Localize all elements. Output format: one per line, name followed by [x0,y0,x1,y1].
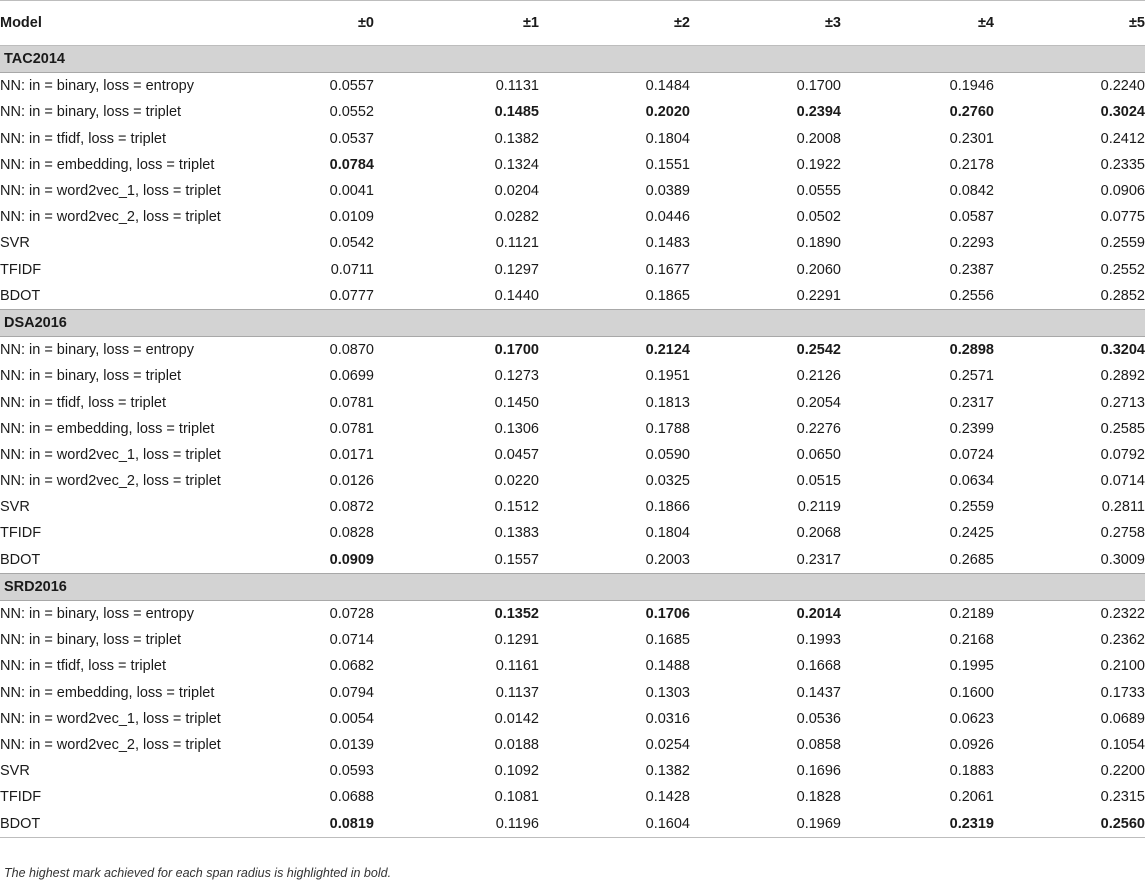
score-cell-radius-5: 0.2240 [1100,78,1145,95]
score-cell-radius-1: 0.1306 [494,420,539,437]
score-cell-radius-3: 0.2394 [796,104,841,121]
model-name-cell: NN: in = tfidf, loss = triplet [0,658,167,675]
score-cell-radius-5: 0.2811 [1101,499,1145,516]
table-row [0,600,1145,627]
score-cell-radius-5: 0.2758 [1100,525,1145,542]
table-row [0,520,1145,546]
score-cell-radius-4: 0.0623 [949,710,994,727]
score-cell-radius-4: 0.2319 [841,810,994,837]
table-row [0,204,1145,230]
score-cell-radius-2: 0.1382 [645,763,690,780]
model-name-cell: BDOT [0,287,41,304]
score-cell-radius-0: 0.0781 [329,394,374,411]
score-cell-radius-4: 0.2685 [949,551,994,568]
model-name-cell: NN: in = tfidf, loss = triplet [0,130,167,147]
score-cell-radius-2: 0.1604 [539,810,690,837]
model-name-cell: TFIDF [0,525,42,542]
score-cell-radius-0: 0.0126 [329,473,374,490]
score-cell-radius-5: 0.2335 [1100,156,1145,173]
score-cell-radius-0: 0.0139 [329,736,374,753]
table-body [0,46,1145,838]
score-cell-radius-3: 0.2008 [796,130,841,147]
score-cell-radius-1: 0.0282 [494,209,539,226]
score-cell-radius-0: 0.0682 [329,658,374,675]
score-cell-radius-1: 0.1196 [374,810,539,837]
score-cell-radius-3: 0.2119 [797,499,841,516]
table-header-row [0,1,1145,46]
table-row [0,784,1145,810]
score-cell-radius-5: 0.2552 [1100,261,1145,278]
model-name-cell: NN: in = binary, loss = entropy [0,606,194,623]
score-cell-radius-3: 0.2060 [796,261,841,278]
score-cell-radius-5: 0.0689 [1100,710,1145,727]
score-cell-radius-2: 0.1484 [645,78,690,95]
table-row [0,99,1145,125]
score-cell-radius-4: 0.2898 [949,342,994,359]
score-cell-radius-4: 0.2061 [949,789,994,806]
score-cell-radius-4: 0.1995 [949,658,994,675]
score-cell-radius-0: 0.0714 [329,632,374,649]
score-cell-radius-4: 0.2178 [949,156,994,173]
score-cell-radius-4: 0.2571 [949,368,994,385]
score-cell-radius-4: 0.2425 [949,525,994,542]
section-header-dsa2016 [0,309,1145,336]
score-cell-radius-1: 0.1485 [494,104,539,121]
model-name-cell: NN: in = binary, loss = triplet [0,104,182,121]
model-name-cell: BDOT [0,810,250,837]
score-cell-radius-4: 0.1600 [949,684,994,701]
score-cell-radius-4: 0.1946 [949,78,994,95]
model-name-cell: BDOT [0,551,41,568]
score-cell-radius-3: 0.1828 [796,789,841,806]
score-cell-radius-5: 0.0714 [1100,473,1145,490]
score-cell-radius-0: 0.0688 [329,789,374,806]
score-cell-radius-2: 0.0325 [645,473,690,490]
score-cell-radius-0: 0.0828 [329,525,374,542]
model-name-cell: NN: in = embedding, loss = triplet [0,420,215,437]
score-cell-radius-1: 0.1131 [495,78,539,95]
score-cell-radius-5: 0.1733 [1100,684,1145,701]
header-radius-0: ±0 [250,1,374,46]
score-cell-radius-4: 0.2399 [949,420,994,437]
model-name-cell: NN: in = word2vec_2, loss = triplet [0,736,221,753]
score-cell-radius-3: 0.0555 [796,183,841,200]
score-cell-radius-2: 0.1677 [645,261,690,278]
score-cell-radius-2: 0.0590 [645,446,690,463]
score-cell-radius-5: 0.1054 [1100,736,1145,753]
table-row [0,653,1145,679]
model-name-cell: NN: in = word2vec_1, loss = triplet [0,710,221,727]
score-cell-radius-3: 0.0502 [796,209,841,226]
table-row [0,283,1145,310]
score-cell-radius-1: 0.0457 [494,446,539,463]
model-name-cell: NN: in = binary, loss = entropy [0,342,194,359]
model-name-cell: NN: in = binary, loss = triplet [0,632,182,649]
score-cell-radius-3: 0.1700 [796,78,841,95]
score-cell-radius-3: 0.1922 [796,156,841,173]
score-cell-radius-5: 0.2412 [1100,130,1145,147]
score-cell-radius-1: 0.1324 [494,156,539,173]
score-cell-radius-0: 0.0781 [329,420,374,437]
score-cell-radius-0: 0.0909 [329,551,374,568]
score-cell-radius-4: 0.2301 [949,130,994,147]
score-cell-radius-2: 0.2124 [645,342,690,359]
score-cell-radius-3: 0.1437 [796,684,841,701]
score-cell-radius-2: 0.1813 [645,394,690,411]
model-name-cell: NN: in = binary, loss = entropy [0,78,194,95]
score-cell-radius-2: 0.1804 [645,130,690,147]
score-cell-radius-5: 0.3009 [1100,551,1145,568]
score-cell-radius-1: 0.1092 [494,763,539,780]
score-cell-radius-3: 0.1696 [796,763,841,780]
score-cell-radius-1: 0.1450 [494,394,539,411]
score-cell-radius-0: 0.0794 [329,684,374,701]
table-row [0,363,1145,389]
score-cell-radius-0: 0.0109 [329,209,374,226]
score-cell-radius-5: 0.2560 [994,810,1145,837]
score-cell-radius-3: 0.1969 [690,810,841,837]
score-cell-radius-0: 0.0557 [329,78,374,95]
score-cell-radius-0: 0.0699 [329,368,374,385]
score-cell-radius-2: 0.0254 [645,736,690,753]
table-row [0,230,1145,256]
score-cell-radius-4: 0.2559 [949,499,994,516]
score-cell-radius-3: 0.2276 [796,420,841,437]
score-cell-radius-1: 0.1440 [494,287,539,304]
score-cell-radius-1: 0.1557 [494,551,539,568]
score-cell-radius-5: 0.2100 [1100,658,1145,675]
score-cell-radius-2: 0.1303 [645,684,690,701]
score-cell-radius-0: 0.0537 [329,130,374,147]
section-title: TAC2014 [0,46,1145,73]
score-cell-radius-0: 0.0777 [329,287,374,304]
model-name-cell: NN: in = binary, loss = triplet [0,368,182,385]
score-cell-radius-3: 0.2054 [796,394,841,411]
score-cell-radius-3: 0.2126 [796,368,841,385]
score-cell-radius-3: 0.2014 [796,606,841,623]
score-cell-radius-1: 0.0220 [494,473,539,490]
score-cell-radius-4: 0.0724 [949,446,994,463]
score-cell-radius-2: 0.1866 [645,499,690,516]
score-cell-radius-2: 0.1488 [645,658,690,675]
score-cell-radius-4: 0.2760 [949,104,994,121]
model-name-cell: SVR [0,763,30,780]
score-cell-radius-1: 0.1273 [494,368,539,385]
table-row [0,627,1145,653]
table-row [0,442,1145,468]
score-cell-radius-3: 0.2317 [796,551,841,568]
score-cell-radius-4: 0.0926 [949,736,994,753]
model-name-cell: NN: in = word2vec_1, loss = triplet [0,183,221,200]
model-name-cell: NN: in = embedding, loss = triplet [0,684,215,701]
table-row [0,152,1145,178]
header-radius-5: ±5 [994,1,1145,46]
score-cell-radius-4: 0.2556 [949,287,994,304]
score-cell-radius-2: 0.0446 [645,209,690,226]
table-row [0,810,1145,837]
score-cell-radius-4: 0.2293 [949,235,994,252]
table-row [0,126,1145,152]
score-cell-radius-1: 0.1121 [495,235,539,252]
table-row [0,758,1145,784]
model-name-cell: NN: in = tfidf, loss = triplet [0,394,167,411]
score-cell-radius-2: 0.1428 [645,789,690,806]
section-title: SRD2016 [0,573,1145,600]
score-cell-radius-5: 0.3024 [1100,104,1145,121]
score-cell-radius-0: 0.0054 [329,710,374,727]
score-cell-radius-5: 0.2362 [1100,632,1145,649]
score-cell-radius-5: 0.2315 [1100,789,1145,806]
table-row [0,416,1145,442]
score-cell-radius-0: 0.0819 [250,810,374,837]
table-row [0,389,1145,415]
score-cell-radius-3: 0.2068 [796,525,841,542]
score-cell-radius-5: 0.2585 [1100,420,1145,437]
table-row [0,732,1145,758]
score-cell-radius-3: 0.0650 [796,446,841,463]
score-cell-radius-4: 0.2387 [949,261,994,278]
score-cell-radius-3: 0.1890 [796,235,841,252]
section-title: DSA2016 [0,309,1145,336]
score-cell-radius-2: 0.0316 [645,710,690,727]
score-cell-radius-1: 0.1512 [494,499,539,516]
score-cell-radius-2: 0.1483 [645,235,690,252]
table-row [0,73,1145,100]
score-cell-radius-0: 0.0552 [329,104,374,121]
score-cell-radius-4: 0.2317 [949,394,994,411]
score-cell-radius-3: 0.1993 [796,632,841,649]
score-cell-radius-4: 0.0634 [949,473,994,490]
model-name-cell: NN: in = word2vec_2, loss = triplet [0,209,221,226]
model-name-cell: TFIDF [0,789,42,806]
score-cell-radius-4: 0.2168 [949,632,994,649]
score-cell-radius-5: 0.2322 [1100,606,1145,623]
score-cell-radius-1: 0.1161 [495,658,539,675]
score-cell-radius-2: 0.1804 [645,525,690,542]
score-cell-radius-1: 0.1137 [495,684,539,701]
model-name-cell: TFIDF [0,261,42,278]
score-cell-radius-0: 0.0870 [329,342,374,359]
score-cell-radius-1: 0.1291 [494,632,539,649]
score-cell-radius-5: 0.2892 [1100,368,1145,385]
score-cell-radius-1: 0.0204 [494,183,539,200]
model-name-cell: NN: in = word2vec_1, loss = triplet [0,446,221,463]
score-cell-radius-2: 0.0389 [645,183,690,200]
score-cell-radius-2: 0.1788 [645,420,690,437]
score-cell-radius-3: 0.2291 [796,287,841,304]
score-cell-radius-2: 0.1685 [645,632,690,649]
score-cell-radius-0: 0.0593 [329,763,374,780]
score-cell-radius-2: 0.1706 [645,606,690,623]
score-cell-radius-0: 0.0728 [329,606,374,623]
score-cell-radius-1: 0.0188 [494,736,539,753]
score-cell-radius-1: 0.1297 [494,261,539,278]
score-cell-radius-3: 0.2542 [796,342,841,359]
header-radius-2: ±2 [539,1,690,46]
section-header-tac2014 [0,46,1145,73]
section-header-srd2016 [0,573,1145,600]
table-row [0,547,1145,574]
score-cell-radius-5: 0.2852 [1100,287,1145,304]
table-row [0,257,1145,283]
table-row [0,680,1145,706]
model-name-cell: NN: in = embedding, loss = triplet [0,156,215,173]
score-cell-radius-0: 0.0542 [329,235,374,252]
score-cell-radius-2: 0.2003 [645,551,690,568]
score-cell-radius-1: 0.1352 [494,606,539,623]
score-cell-radius-1: 0.1081 [494,789,539,806]
score-cell-radius-4: 0.0842 [949,183,994,200]
table-row [0,494,1145,520]
score-cell-radius-2: 0.2020 [645,104,690,121]
score-cell-radius-3: 0.1668 [796,658,841,675]
table-row [0,468,1145,494]
score-cell-radius-0: 0.0711 [330,261,374,278]
score-cell-radius-3: 0.0858 [796,736,841,753]
table-row [0,178,1145,204]
score-cell-radius-5: 0.0792 [1100,446,1145,463]
header-model: Model [0,1,250,46]
score-cell-radius-5: 0.2200 [1100,763,1145,780]
score-cell-radius-1: 0.0142 [494,710,539,727]
score-cell-radius-5: 0.0775 [1100,209,1145,226]
model-name-cell: NN: in = word2vec_2, loss = triplet [0,473,221,490]
score-cell-radius-4: 0.0587 [949,209,994,226]
score-cell-radius-4: 0.2189 [949,606,994,623]
model-name-cell: SVR [0,235,30,252]
header-radius-1: ±1 [374,1,539,46]
score-cell-radius-4: 0.1883 [949,763,994,780]
table-row [0,337,1145,364]
score-cell-radius-1: 0.1382 [494,130,539,147]
score-cell-radius-2: 0.1551 [645,156,690,173]
score-cell-radius-1: 0.1700 [494,342,539,359]
score-cell-radius-3: 0.0536 [796,710,841,727]
score-cell-radius-5: 0.3204 [1100,342,1145,359]
table-row [0,706,1145,732]
score-cell-radius-0: 0.0171 [329,446,374,463]
header-radius-3: ±3 [690,1,841,46]
score-cell-radius-3: 0.0515 [796,473,841,490]
score-cell-radius-0: 0.0872 [329,499,374,516]
score-cell-radius-0: 0.0041 [329,183,374,200]
score-cell-radius-5: 0.2559 [1100,235,1145,252]
model-name-cell: SVR [0,499,30,516]
score-cell-radius-5: 0.0906 [1100,183,1145,200]
score-cell-radius-5: 0.2713 [1100,394,1145,411]
table-footnote: The highest mark achieved for each span radius is highlighted in bold. [4,866,392,880]
score-cell-radius-0: 0.0784 [329,156,374,173]
score-cell-radius-1: 0.1383 [494,525,539,542]
score-cell-radius-2: 0.1951 [645,368,690,385]
score-cell-radius-2: 0.1865 [645,287,690,304]
header-radius-4: ±4 [841,1,994,46]
